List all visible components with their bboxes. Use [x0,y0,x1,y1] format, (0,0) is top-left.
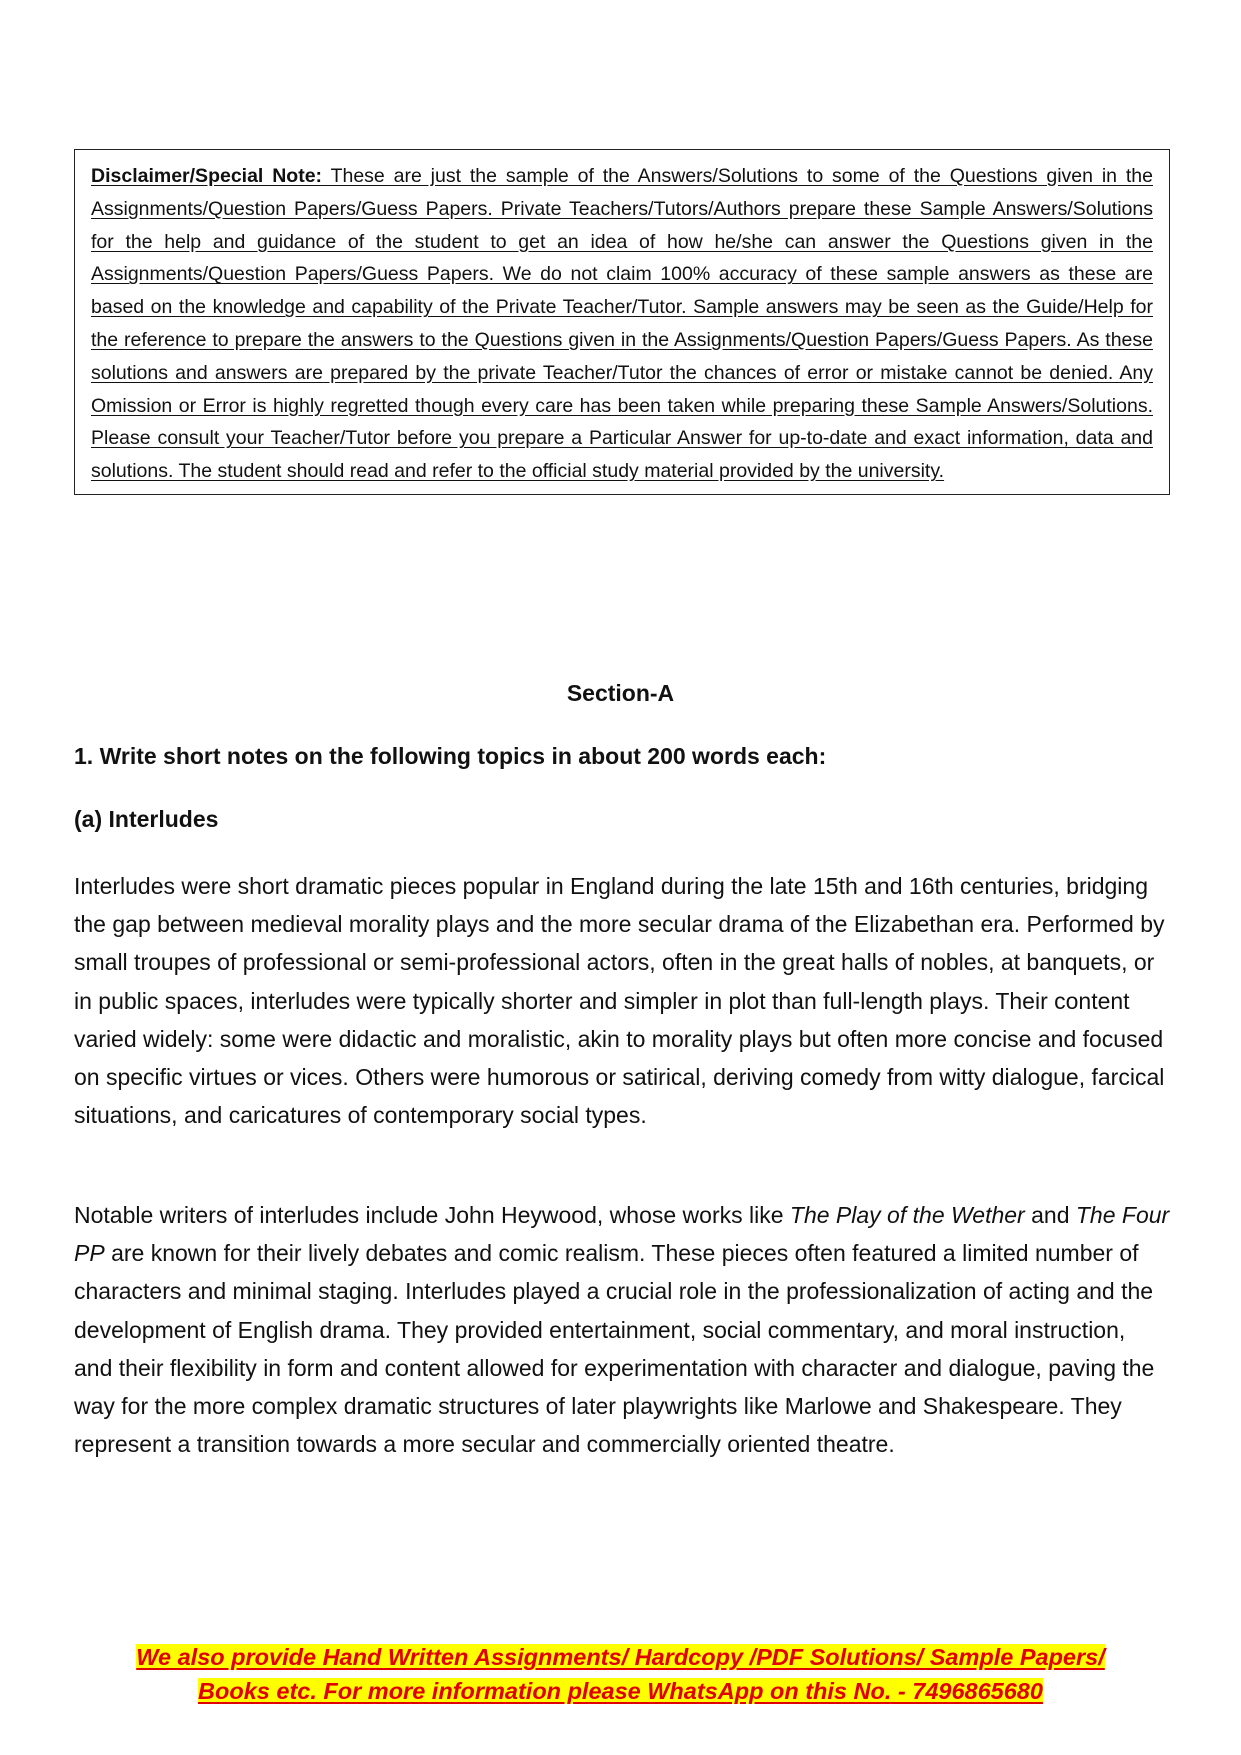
paragraph-2-part-1: Notable writers of interludes include John Heywood, whose works like [74,1202,790,1228]
paragraph-2-part-2: and [1024,1202,1076,1228]
footer-promo [0,1640,1241,1708]
work-title-2: The Four PP [74,1202,1170,1267]
section-heading: Section-A [566,680,675,706]
work-title-1: The Play of the Wether [789,1202,1025,1228]
paragraph-1: Interludes were short dramatic pieces popular in England during the late 15th and 16th centuries, bridging the gap between medieval morality plays and the more secular drama of the Elizabethan era. Performed by small troupes of professional or semi-professional actors, often in the great halls of nobles, at banquets, or in public spaces, interludes were typically shorter and simpler in plot than full-length plays. Their content varied widely: some were didactic and moralistic, akin to morality plays but often more concise and focused on specific virtues or vices. Others were humorous or satirical, deriving comedy from witty dialogue, farcical situations, and caricatures of contemporary social types. [74,873,1165,1129]
topic-subheading: (a) Interludes [74,806,219,832]
footer-line-1: We also provide Hand Written Assignments/ Hardcopy /PDF Solutions/ Sample Papers/ [136,1644,1105,1670]
question-heading: 1. Write short notes on the following topics in about 200 words each: [74,743,827,769]
disclaimer-text [91,160,1153,488]
disclaimer-body: These are just the sample of the Answers/Solutions to some of the Questions given in the Assignments/Question Papers/Guess Papers. Private Teachers/Tutors/Authors prepare these Sample Answers/Solutions for the help and guidance of the student to get an idea of how he/she can answer the Questions given in the Assignments/Question Papers/Guess Papers. We do not claim 100% accuracy of these sample answers as these are based on the knowledge and capability of the Private Teacher/Tutor. Sample answers may be seen as the Guide/Help for the reference to prepare the answers to the Questions given in the Assignments/Question Papers/Guess Papers. As these solutions and answers are prepared by the private Teacher/Tutor the chances of error or mistake cannot be denied. Any Omission or Error is highly regretted though every care has been taken while preparing these Sample Answers/Solutions. Please consult your Teacher/Tutor before you prepare a Particular Answer for up-to-date and exact information, data and solutions. The student should read and refer to the official study material provided by the university. [91,165,1153,483]
disclaimer-box [74,149,1170,495]
disclaimer-label: Disclaimer/Special Note: [91,165,323,187]
footer-line-2: Books etc. For more information please WhatsApp on this No. - 7496865680 [198,1678,1043,1704]
paragraph-2 [74,1196,1170,1463]
paragraph-2-part-3: are known for their lively debates and comic realism. These pieces often featured a limited number of characters and minimal staging. Interludes played a crucial role in the professionalization of acting and the development of English drama. They provided entertainment, social commentary, and moral instruction, and their flexibility in form and content allowed for experimentation with character and dialogue, paving the way for the more complex dramatic structures of later playwrights like Marlowe and Shakespeare. They represent a transition towards a more secular and commercially oriented theatre. [74,1240,1155,1458]
